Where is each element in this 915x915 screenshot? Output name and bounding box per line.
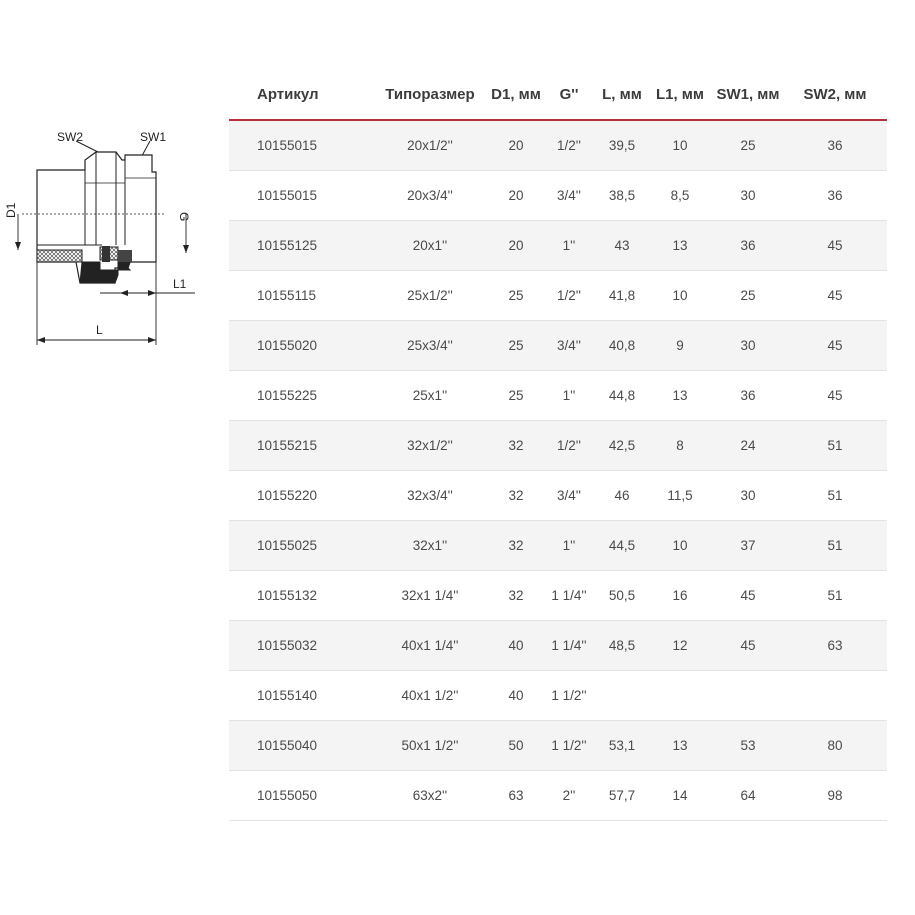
cell-size: 50x1 1/2''	[369, 721, 491, 771]
cell-d1: 32	[491, 471, 541, 521]
sw2-label: SW2	[57, 130, 84, 144]
cell-g: 3/4''	[541, 321, 597, 371]
cell-sw1: 53	[713, 721, 783, 771]
table-row	[229, 771, 887, 821]
fitting-drawing	[0, 115, 200, 355]
cell-d1: 20	[491, 120, 541, 171]
table-row	[229, 120, 887, 171]
cell-sw2: 51	[783, 571, 887, 621]
cell-sw1: 25	[713, 120, 783, 171]
cell-size: 20x1/2''	[369, 120, 491, 171]
cell-size: 32x1/2''	[369, 421, 491, 471]
table-row	[229, 521, 887, 571]
header-l1: L1, мм	[655, 86, 705, 103]
header-size: Типоразмер	[385, 86, 475, 103]
cell-sw1: 64	[713, 771, 783, 821]
cell-g: 1 1/2''	[541, 671, 597, 721]
cell-d1: 40	[491, 671, 541, 721]
cell-d1: 63	[491, 771, 541, 821]
l-label: L	[96, 323, 103, 337]
cell-sw2: 51	[783, 421, 887, 471]
cell-sw2: 45	[783, 271, 887, 321]
cell-d1: 32	[491, 571, 541, 621]
cell-size: 20x3/4''	[369, 171, 491, 221]
cell-article: 10155220	[229, 471, 369, 521]
cell-g: 1 1/4''	[541, 621, 597, 671]
cell-l	[597, 671, 647, 721]
cell-g: 2''	[541, 771, 597, 821]
header-sw1: SW1, мм	[716, 86, 780, 103]
table-header-row	[229, 70, 887, 120]
cell-l1: 16	[647, 571, 713, 621]
cell-g: 1''	[541, 221, 597, 271]
cell-sw1	[713, 671, 783, 721]
l1-arrow-right	[148, 290, 156, 296]
table-row	[229, 271, 887, 321]
table-row	[229, 721, 887, 771]
cell-article: 10155132	[229, 571, 369, 621]
cell-sw1: 30	[713, 471, 783, 521]
cell-l1: 12	[647, 621, 713, 671]
cell-article: 10155140	[229, 671, 369, 721]
cell-d1: 25	[491, 371, 541, 421]
cell-sw2: 45	[783, 321, 887, 371]
cell-g: 1 1/4''	[541, 571, 597, 621]
cell-l: 40,8	[597, 321, 647, 371]
cell-sw1: 36	[713, 371, 783, 421]
cell-l1: 10	[647, 120, 713, 171]
cell-l1: 8,5	[647, 171, 713, 221]
cell-article: 10155020	[229, 321, 369, 371]
table-row	[229, 671, 887, 721]
cell-article: 10155115	[229, 271, 369, 321]
cell-size: 25x3/4''	[369, 321, 491, 371]
cell-l: 42,5	[597, 421, 647, 471]
cell-g: 1''	[541, 371, 597, 421]
cell-l: 38,5	[597, 171, 647, 221]
cell-l1: 9	[647, 321, 713, 371]
cell-d1: 25	[491, 321, 541, 371]
cell-sw2: 45	[783, 371, 887, 421]
cell-l: 57,7	[597, 771, 647, 821]
l-arrow-right	[148, 337, 156, 343]
cell-sw2: 51	[783, 471, 887, 521]
cell-sw1: 30	[713, 321, 783, 371]
cell-size: 40x1 1/2''	[369, 671, 491, 721]
cell-l1: 13	[647, 721, 713, 771]
table-row	[229, 171, 887, 221]
cell-size: 32x3/4''	[369, 471, 491, 521]
header-g: G''	[559, 86, 579, 103]
cell-article: 10155225	[229, 371, 369, 421]
d1-arrow	[15, 242, 21, 250]
cell-d1: 32	[491, 421, 541, 471]
cell-l: 44,5	[597, 521, 647, 571]
cell-l1: 10	[647, 271, 713, 321]
cell-g: 1/2''	[541, 271, 597, 321]
cell-l1: 8	[647, 421, 713, 471]
d1-label: D1	[4, 202, 18, 218]
cell-sw1: 36	[713, 221, 783, 271]
pipe-hatched-section	[37, 250, 82, 262]
cell-article: 10155032	[229, 621, 369, 671]
thread-dark-section	[118, 250, 132, 262]
cell-d1: 50	[491, 721, 541, 771]
cell-sw2: 45	[783, 221, 887, 271]
cell-l1: 13	[647, 221, 713, 271]
l1-arrow-left	[120, 290, 128, 296]
header-sw2: SW2, мм	[803, 86, 867, 103]
cell-size: 25x1''	[369, 371, 491, 421]
cell-sw1: 25	[713, 271, 783, 321]
cell-article: 10155025	[229, 521, 369, 571]
cell-size: 25x1/2''	[369, 271, 491, 321]
header-l: L, мм	[602, 86, 642, 103]
g-arrow	[183, 245, 189, 253]
table-row	[229, 321, 887, 371]
cell-size: 32x1 1/4''	[369, 571, 491, 621]
cell-size: 20x1''	[369, 221, 491, 271]
header-article: Артикул	[257, 86, 319, 103]
cell-sw1: 30	[713, 171, 783, 221]
cell-d1: 20	[491, 171, 541, 221]
cell-l1: 10	[647, 521, 713, 571]
spec-table	[229, 70, 887, 821]
table-row	[229, 221, 887, 271]
cell-l: 50,5	[597, 571, 647, 621]
cell-size: 40x1 1/4''	[369, 621, 491, 671]
cell-size: 32x1''	[369, 521, 491, 571]
cell-d1: 20	[491, 221, 541, 271]
cell-g: 1/2''	[541, 120, 597, 171]
insert-dark-section	[102, 246, 110, 262]
cell-l: 44,8	[597, 371, 647, 421]
cell-l1	[647, 671, 713, 721]
cell-article: 10155040	[229, 721, 369, 771]
cell-g: 1 1/2''	[541, 721, 597, 771]
l-arrow-left	[37, 337, 45, 343]
cell-article: 10155050	[229, 771, 369, 821]
sw1-label: SW1	[140, 130, 167, 144]
cell-g: 3/4''	[541, 171, 597, 221]
header-d1: D1, мм	[491, 86, 541, 103]
table-row	[229, 421, 887, 471]
cell-article: 10155215	[229, 421, 369, 471]
cell-d1: 40	[491, 621, 541, 671]
table-row	[229, 371, 887, 421]
cell-d1: 32	[491, 521, 541, 571]
cell-l: 43	[597, 221, 647, 271]
cell-sw2: 36	[783, 171, 887, 221]
cell-l: 41,8	[597, 271, 647, 321]
cell-l: 46	[597, 471, 647, 521]
cell-sw2: 51	[783, 521, 887, 571]
g-label: G	[177, 212, 191, 222]
cell-l1: 11,5	[647, 471, 713, 521]
cell-d1: 25	[491, 271, 541, 321]
cell-size: 63x2''	[369, 771, 491, 821]
cell-sw1: 37	[713, 521, 783, 571]
cell-article: 10155125	[229, 221, 369, 271]
table-body	[229, 120, 887, 821]
cell-l: 48,5	[597, 621, 647, 671]
cell-l: 39,5	[597, 120, 647, 171]
cell-l1: 13	[647, 371, 713, 421]
cell-sw2: 36	[783, 120, 887, 171]
cell-sw1: 45	[713, 621, 783, 671]
cell-article: 10155015	[229, 171, 369, 221]
cell-sw2: 80	[783, 721, 887, 771]
cell-l1: 14	[647, 771, 713, 821]
cell-sw2	[783, 671, 887, 721]
cell-sw1: 24	[713, 421, 783, 471]
cell-g: 1''	[541, 521, 597, 571]
cell-sw2: 98	[783, 771, 887, 821]
l1-label: L1	[173, 277, 187, 291]
table-row	[229, 621, 887, 671]
cell-g: 3/4''	[541, 471, 597, 521]
cell-sw2: 63	[783, 621, 887, 671]
table-row	[229, 571, 887, 621]
table-row	[229, 471, 887, 521]
cell-article: 10155015	[229, 120, 369, 171]
cell-l: 53,1	[597, 721, 647, 771]
cell-sw1: 45	[713, 571, 783, 621]
cell-g: 1/2''	[541, 421, 597, 471]
